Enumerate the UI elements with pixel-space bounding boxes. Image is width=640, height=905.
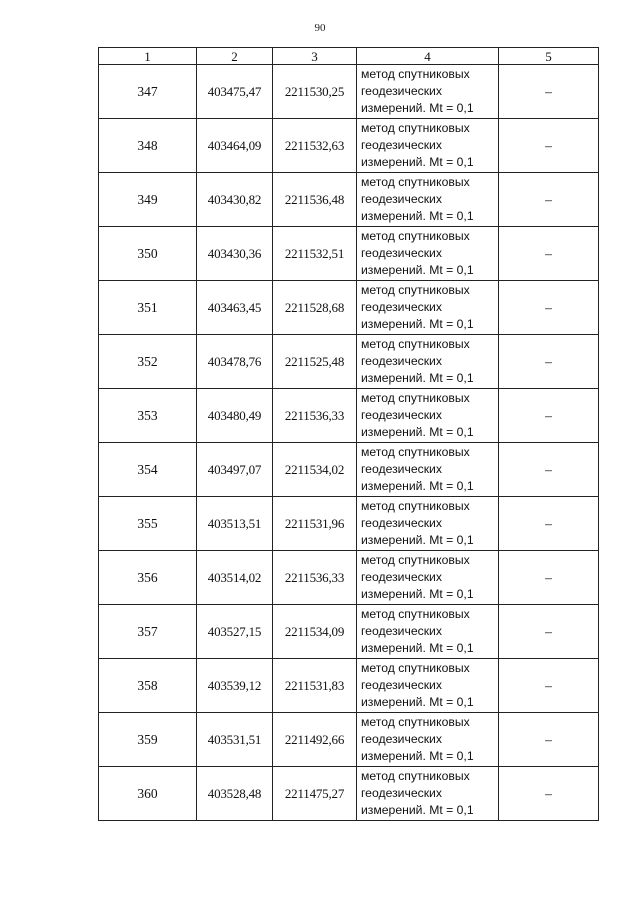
table-row xyxy=(99,335,599,389)
coordinates-table xyxy=(98,47,599,821)
column-5-cell: – xyxy=(499,659,599,713)
method-text-line: метод спутниковых xyxy=(361,337,470,351)
method-text-line: измерений. Mt = 0,1 xyxy=(361,209,474,223)
method-cell xyxy=(357,767,499,821)
point-number-cell: 355 xyxy=(99,497,197,551)
method-cell xyxy=(357,65,499,119)
method-text-line: измерений. Mt = 0,1 xyxy=(361,263,474,277)
method-cell xyxy=(357,227,499,281)
method-cell xyxy=(357,335,499,389)
method-cell xyxy=(357,605,499,659)
method-text-line: метод спутниковых xyxy=(361,661,470,675)
point-number-cell: 359 xyxy=(99,713,197,767)
method-text-line: геодезических xyxy=(361,84,442,98)
y-coordinate-cell: 2211534,09 xyxy=(273,605,357,659)
x-coordinate-cell: 403430,82 xyxy=(197,173,273,227)
y-coordinate-cell: 2211528,68 xyxy=(273,281,357,335)
method-cell xyxy=(357,659,499,713)
method-cell xyxy=(357,713,499,767)
point-number-cell: 353 xyxy=(99,389,197,443)
y-coordinate-cell: 2211531,96 xyxy=(273,497,357,551)
column-header: 1 xyxy=(99,48,197,65)
method-text-line: геодезических xyxy=(361,354,442,368)
method-text-line: метод спутниковых xyxy=(361,607,470,621)
method-text-line: измерений. Mt = 0,1 xyxy=(361,803,474,817)
table-row xyxy=(99,173,599,227)
column-5-cell: – xyxy=(499,173,599,227)
column-5-cell: – xyxy=(499,443,599,497)
method-text-line: геодезических xyxy=(361,624,442,638)
method-text-line: измерений. Mt = 0,1 xyxy=(361,101,474,115)
table-row xyxy=(99,389,599,443)
method-text-line: измерений. Mt = 0,1 xyxy=(361,749,474,763)
method-cell xyxy=(357,443,499,497)
column-header: 2 xyxy=(197,48,273,65)
column-5-cell: – xyxy=(499,605,599,659)
method-text-line: измерений. Mt = 0,1 xyxy=(361,371,474,385)
column-5-cell: – xyxy=(499,551,599,605)
column-5-cell: – xyxy=(499,389,599,443)
method-text-line: метод спутниковых xyxy=(361,175,470,189)
method-text-line: измерений. Mt = 0,1 xyxy=(361,425,474,439)
table-row xyxy=(99,65,599,119)
table-row xyxy=(99,443,599,497)
table-row xyxy=(99,227,599,281)
column-5-cell: – xyxy=(499,119,599,173)
method-text-line: метод спутниковых xyxy=(361,445,470,459)
point-number-cell: 358 xyxy=(99,659,197,713)
y-coordinate-cell: 2211532,51 xyxy=(273,227,357,281)
method-cell xyxy=(357,389,499,443)
x-coordinate-cell: 403480,49 xyxy=(197,389,273,443)
method-text-line: геодезических xyxy=(361,570,442,584)
point-number-cell: 349 xyxy=(99,173,197,227)
y-coordinate-cell: 2211531,83 xyxy=(273,659,357,713)
method-text-line: геодезических xyxy=(361,138,442,152)
column-5-cell: – xyxy=(499,497,599,551)
method-text-line: измерений. Mt = 0,1 xyxy=(361,155,474,169)
x-coordinate-cell: 403531,51 xyxy=(197,713,273,767)
x-coordinate-cell: 403475,47 xyxy=(197,65,273,119)
column-5-cell: – xyxy=(499,227,599,281)
point-number-cell: 354 xyxy=(99,443,197,497)
method-text-line: метод спутниковых xyxy=(361,553,470,567)
method-text-line: метод спутниковых xyxy=(361,499,470,513)
method-cell xyxy=(357,173,499,227)
point-number-cell: 356 xyxy=(99,551,197,605)
y-coordinate-cell: 2211532,63 xyxy=(273,119,357,173)
method-text-line: измерений. Mt = 0,1 xyxy=(361,317,474,331)
column-5-cell: – xyxy=(499,65,599,119)
y-coordinate-cell: 2211536,33 xyxy=(273,389,357,443)
table-body xyxy=(99,65,599,821)
y-coordinate-cell: 2211536,33 xyxy=(273,551,357,605)
method-text-line: геодезических xyxy=(361,408,442,422)
table-row xyxy=(99,767,599,821)
method-text-line: метод спутниковых xyxy=(361,715,470,729)
method-text-line: метод спутниковых xyxy=(361,769,470,783)
table-header-row xyxy=(99,48,599,65)
method-text-line: геодезических xyxy=(361,300,442,314)
method-text-line: измерений. Mt = 0,1 xyxy=(361,695,474,709)
column-5-cell: – xyxy=(499,713,599,767)
table-row xyxy=(99,605,599,659)
method-text-line: измерений. Mt = 0,1 xyxy=(361,587,474,601)
method-text-line: метод спутниковых xyxy=(361,229,470,243)
table-row xyxy=(99,551,599,605)
point-number-cell: 351 xyxy=(99,281,197,335)
y-coordinate-cell: 2211530,25 xyxy=(273,65,357,119)
point-number-cell: 350 xyxy=(99,227,197,281)
method-text-line: геодезических xyxy=(361,462,442,476)
column-header: 3 xyxy=(273,48,357,65)
method-cell xyxy=(357,281,499,335)
x-coordinate-cell: 403497,07 xyxy=(197,443,273,497)
table-row xyxy=(99,281,599,335)
method-text-line: геодезических xyxy=(361,516,442,530)
method-cell xyxy=(357,119,499,173)
y-coordinate-cell: 2211525,48 xyxy=(273,335,357,389)
x-coordinate-cell: 403478,76 xyxy=(197,335,273,389)
method-text-line: геодезических xyxy=(361,246,442,260)
column-header: 4 xyxy=(357,48,499,65)
x-coordinate-cell: 403430,36 xyxy=(197,227,273,281)
x-coordinate-cell: 403464,09 xyxy=(197,119,273,173)
point-number-cell: 348 xyxy=(99,119,197,173)
y-coordinate-cell: 2211536,48 xyxy=(273,173,357,227)
column-5-cell: – xyxy=(499,335,599,389)
method-text-line: измерений. Mt = 0,1 xyxy=(361,641,474,655)
method-text-line: геодезических xyxy=(361,732,442,746)
method-text-line: измерений. Mt = 0,1 xyxy=(361,533,474,547)
method-text-line: геодезических xyxy=(361,192,442,206)
x-coordinate-cell: 403539,12 xyxy=(197,659,273,713)
x-coordinate-cell: 403527,15 xyxy=(197,605,273,659)
method-cell xyxy=(357,497,499,551)
method-text-line: метод спутниковых xyxy=(361,121,470,135)
x-coordinate-cell: 403513,51 xyxy=(197,497,273,551)
column-header: 5 xyxy=(499,48,599,65)
x-coordinate-cell: 403514,02 xyxy=(197,551,273,605)
point-number-cell: 352 xyxy=(99,335,197,389)
method-text-line: метод спутниковых xyxy=(361,67,470,81)
point-number-cell: 347 xyxy=(99,65,197,119)
y-coordinate-cell: 2211475,27 xyxy=(273,767,357,821)
y-coordinate-cell: 2211534,02 xyxy=(273,443,357,497)
method-text-line: метод спутниковых xyxy=(361,283,470,297)
method-cell xyxy=(357,551,499,605)
column-5-cell: – xyxy=(499,767,599,821)
x-coordinate-cell: 403463,45 xyxy=(197,281,273,335)
method-text-line: метод спутниковых xyxy=(361,391,470,405)
table-row xyxy=(99,713,599,767)
method-text-line: измерений. Mt = 0,1 xyxy=(361,479,474,493)
table-row xyxy=(99,497,599,551)
method-text-line: геодезических xyxy=(361,678,442,692)
x-coordinate-cell: 403528,48 xyxy=(197,767,273,821)
table-row xyxy=(99,119,599,173)
method-text-line: геодезических xyxy=(361,786,442,800)
point-number-cell: 360 xyxy=(99,767,197,821)
point-number-cell: 357 xyxy=(99,605,197,659)
table-row xyxy=(99,659,599,713)
page-number: 90 xyxy=(314,22,326,34)
column-5-cell: – xyxy=(499,281,599,335)
y-coordinate-cell: 2211492,66 xyxy=(273,713,357,767)
